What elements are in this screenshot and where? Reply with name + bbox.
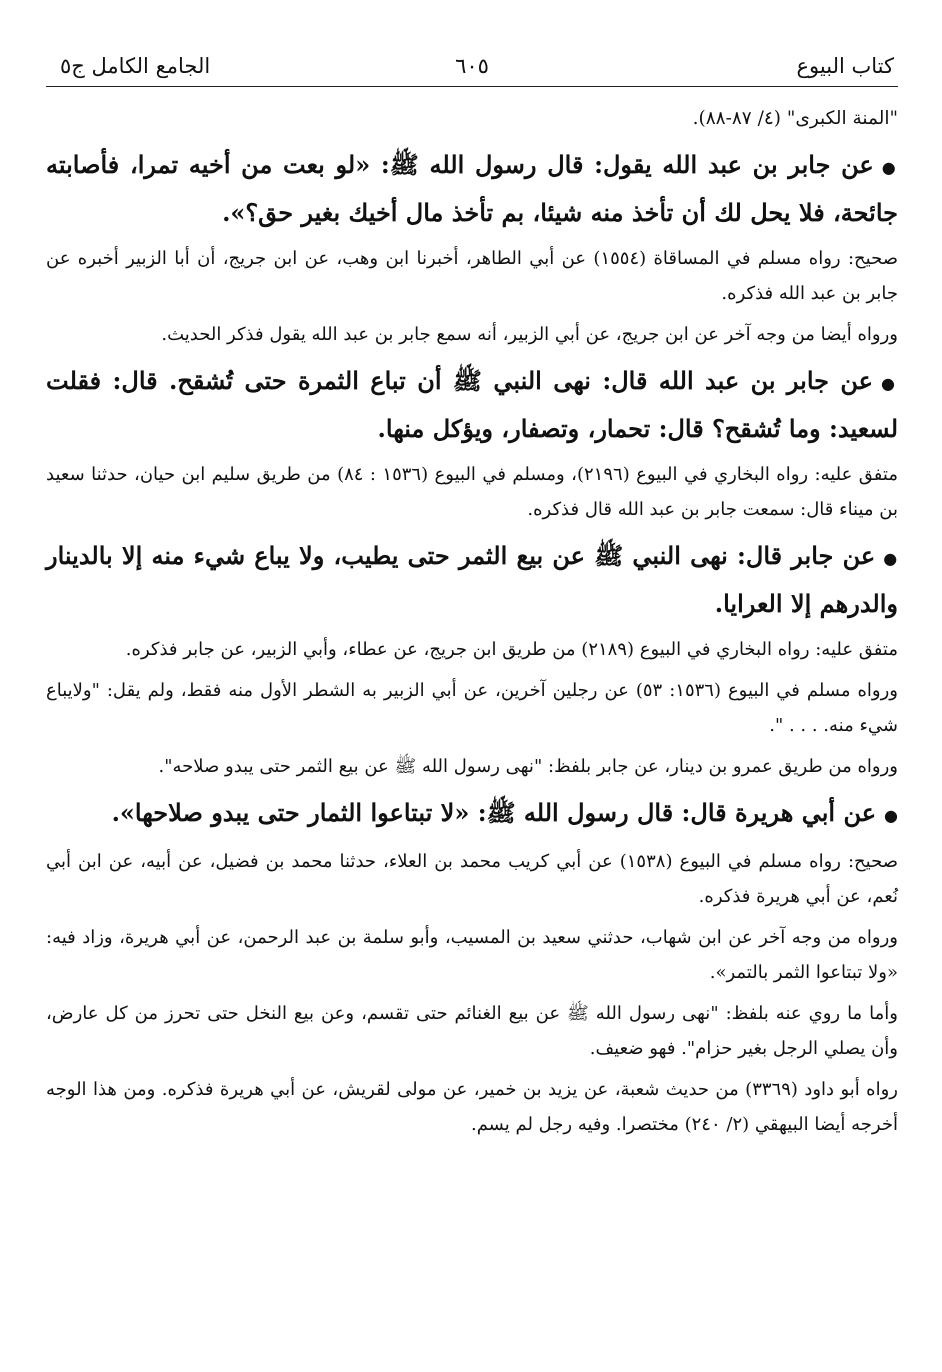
- paragraph-text: وأما ما روي عنه بلفظ: "نهى رسول الله ﷺ عن بيع الغنائم حتى تقسم، وعن بيع النخل حتى تحرز من كل عارض، وأن يصلي الرجل بغير حزام". فهو ضعيف.: [46, 1003, 898, 1059]
- paragraph-text: ورواه أيضا من وجه آخر عن ابن جريج، عن أبي الزبير، أنه سمع جابر بن عبد الله يقول فذكر الحديث.: [161, 324, 898, 345]
- header-divider: [46, 86, 898, 87]
- commentary-paragraph: [46, 749, 898, 784]
- commentary-paragraph: [46, 317, 898, 352]
- paragraph-text: متفق عليه: رواه البخاري في البيوع (٢١٩٦)، ومسلم في البيوع (١٥٣٦ : ٨٤) من طريق سليم ابن حيان، حدثنا سعيد بن ميناء قال: سمعت جابر بن عبد الله قال فذكره.: [46, 464, 898, 520]
- commentary-paragraph: [46, 673, 898, 743]
- hadith-paragraph: [46, 533, 898, 626]
- commentary-paragraph: [46, 241, 898, 311]
- hadith-paragraph: [46, 142, 898, 235]
- commentary-paragraph: [46, 996, 898, 1066]
- paragraph-text: صحيح: رواه مسلم في المساقاة (١٥٥٤) عن أبي الطاهر، أخبرنا ابن وهب، عن ابن جريج، أن أبا الزبير أخبره عن جابر بن عبد الله فذكره.: [46, 248, 898, 304]
- book-section-title: كتاب البيوع: [796, 54, 894, 78]
- bullet-icon: ●: [883, 549, 899, 568]
- paragraph-text: ورواه من وجه آخر عن ابن شهاب، حدثني سعيد بن المسيب، وأبو سلمة بن عبد الرحمن، عن أبي هريرة، وزاد فيه: «ولا تبتاعوا الثمر بالتمر».: [46, 927, 898, 983]
- bullet-icon: ●: [884, 806, 898, 825]
- paragraph-text: صحيح: رواه مسلم في البيوع (١٥٣٨) عن أبي كريب محمد بن العلاء، حدثنا محمد بن فضيل، عن أبيه، عن ابن أبي نُعم، عن أبي هريرة فذكره.: [46, 851, 898, 907]
- bullet-icon: ●: [881, 374, 899, 393]
- commentary-paragraph: [46, 920, 898, 990]
- hadith-paragraph: [46, 790, 898, 838]
- commentary-paragraph: [46, 101, 898, 136]
- commentary-paragraph: [46, 1072, 898, 1142]
- commentary-paragraph: [46, 632, 898, 667]
- book-page: [46, 50, 898, 1148]
- paragraph-text: عن جابر بن عبد الله يقول: قال رسول الله ﷺ: «لو بعت من أخيه تمرا، فأصابته جائحة، فلا يحل لك أن تأخذ منه شيئا، بم تأخذ مال أخيك بغير حق؟».: [46, 150, 898, 227]
- paragraph-text: عن أبي هريرة قال: قال رسول الله ﷺ: «لا تبتاعوا الثمار حتى يبدو صلاحها».: [111, 798, 877, 827]
- bullet-icon: ●: [881, 158, 899, 177]
- page-number: ٦٠٥: [455, 54, 489, 78]
- paragraph-text: عن جابر بن عبد الله قال: نهى النبي ﷺ أن تباع الثمرة حتى تُشقح. قال: فقلت لسعيد: وما تُشقح؟ قال: تحمار، وتصفار، ويؤكل منها.: [46, 366, 898, 443]
- commentary-paragraph: [46, 457, 898, 527]
- paragraph-text: عن جابر قال: نهى النبي ﷺ عن بيع الثمر حتى يطيب، ولا يباع شيء منه إلا بالدينار والدرهم إلا العرايا.: [46, 541, 898, 618]
- paragraph-text: ورواه مسلم في البيوع (١٥٣٦: ٥٣) عن رجلين آخرين، عن أبي الزبير به الشطر الأول منه فقط، ولم يقل: "ولايباع شيء منه. . . . ".: [46, 680, 898, 736]
- paragraph-text: "المنة الكبرى" (٤/ ٨٧-٨٨).: [692, 108, 898, 129]
- paragraph-text: رواه أبو داود (٣٣٦٩) من حديث شعبة، عن يزيد بن خمير، عن مولى لقريش، عن أبي هريرة فذكره. ومن هذا الوجه أخرجه أيضا البيهقي (٢/ ٢٤٠) مختصرا. وفيه رجل لم يسم.: [46, 1079, 899, 1135]
- hadith-paragraph: [46, 358, 898, 451]
- paragraph-text: ورواه من طريق عمرو بن دينار، عن جابر بلفظ: "نهى رسول الله ﷺ عن بيع الثمر حتى يبدو صلاحه".: [158, 756, 898, 777]
- book-title: الجامع الكامل ج٥: [60, 54, 211, 78]
- paragraph-text: متفق عليه: رواه البخاري في البيوع (٢١٨٩) من طريق ابن جريج، عن عطاء، وأبي الزبير، عن جابر فذكره.: [125, 639, 898, 660]
- page-body: [46, 101, 898, 1142]
- running-header: [46, 50, 898, 84]
- commentary-paragraph: [46, 844, 898, 914]
